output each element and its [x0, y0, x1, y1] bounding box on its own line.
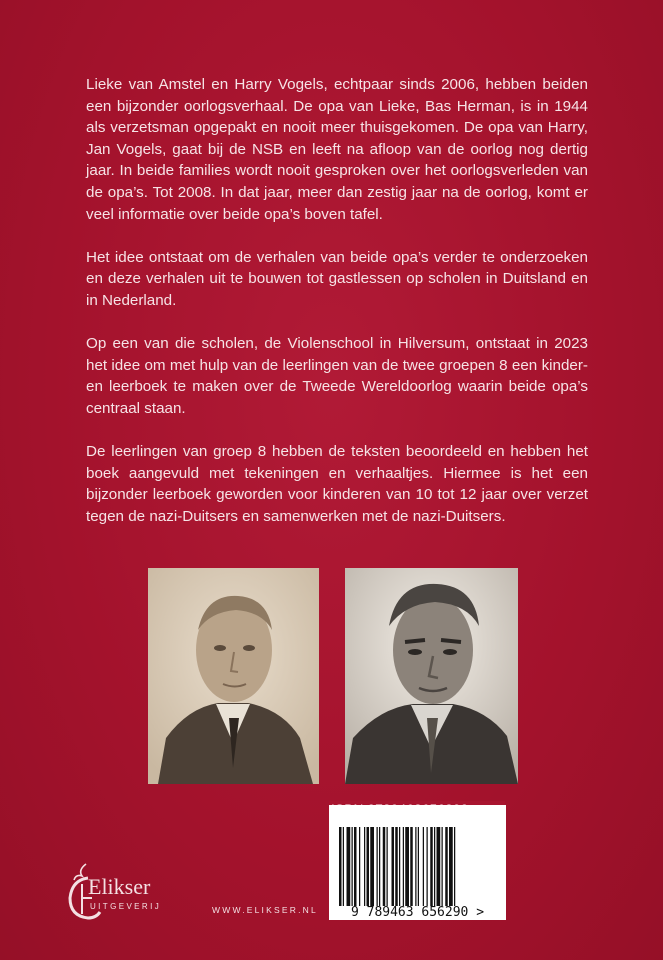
blurb-paragraph: Lieke van Amstel en Harry Vogels, echtpaar sinds 2006, hebben beiden een bijzonder oorlogsverhaal. De opa van Lieke, Bas Herman, is in 1944 als verzetsman opgepakt en nooit meer thuisgekomen. De opa van Harry, Jan Vogels, gaat bij de NSB en leeft na afloop van de oorlog nog dertig jaar. In beide families wordt nooit gesproken over het oorlogsverleden van de opa’s. Tot 2008. In dat jaar, meer dan zestig jaar na de oorlog, komt er veel informatie over beide opa’s boven tafel.: [86, 76, 588, 223]
barcode-bar: [405, 827, 409, 909]
barcode-bar: [377, 827, 378, 909]
publisher-name: Elikser: [88, 874, 151, 899]
barcode-bar: [449, 827, 453, 909]
barcode-bar: [418, 827, 419, 909]
barcode-bar: [395, 827, 398, 909]
barcode: [329, 805, 506, 920]
barcode-bar: [403, 827, 404, 909]
barcode-bar: [359, 827, 360, 909]
barcode-bar: [364, 827, 365, 909]
barcode-bar: [430, 827, 433, 909]
barcode-bar: [387, 827, 388, 909]
barcode-digits: 9 789463 656290 >: [329, 906, 506, 920]
barcode-bar: [392, 827, 395, 909]
blurb-paragraph: Het idee ontstaat om de verhalen van beide opa’s verder te onderzoeken en deze verhalen uit te bouwen tot gastlessen op scholen in Duitsland en in Nederland.: [86, 248, 588, 309]
publisher-subtitle: UITGEVERIJ: [90, 902, 162, 911]
barcode-bar: [379, 827, 380, 909]
barcode-bar: [445, 827, 448, 909]
barcode-bar: [454, 827, 455, 909]
portrait-photo-left: [148, 568, 319, 784]
barcode-bar: [415, 827, 416, 909]
barcode-bar: [437, 827, 441, 909]
barcode-bar: [354, 827, 357, 909]
blurb-paragraph: De leerlingen van groep 8 hebben de teksten beoordeeld en hebben het boek aangevuld met tekeningen en verhaaltjes. Hiermee is het een bijzonder leerboek geworden voor kinderen van 10 tot 12 jaar over verzet tegen de nazi-Duitsers en samenwerken met de nazi-Duitsers.: [86, 443, 588, 525]
barcode-bar: [427, 827, 428, 909]
barcode-bar: [423, 827, 424, 909]
barcode-bar: [410, 827, 413, 909]
barcode-bar: [352, 827, 353, 909]
publisher-website: WWW.ELIKSER.NL: [212, 905, 318, 915]
barcode-bars: [329, 825, 506, 911]
barcode-bar: [339, 827, 342, 909]
barcode-bar: [367, 827, 370, 909]
blurb-paragraph: Op een van die scholen, de Violenschool in Hilversum, ontstaat in 2023 het idee om met hulp van de leerlingen van de twee groepen 8 een kinder- en leerboek te maken over de Tweede Wereldoorlog waarin beide opa’s centraal staan.: [86, 335, 588, 417]
portrait-photo-right: [345, 568, 518, 784]
barcode-bar: [370, 827, 374, 909]
blurb-text: [86, 74, 588, 549]
isbn-label: ISBN 9789463656290: [331, 802, 469, 817]
barcode-bar: [383, 827, 386, 909]
barcode-bar: [434, 827, 435, 909]
barcode-bar: [343, 827, 344, 909]
barcode-bar: [399, 827, 400, 909]
barcode-bar: [442, 827, 443, 909]
barcode-bar: [347, 827, 351, 909]
